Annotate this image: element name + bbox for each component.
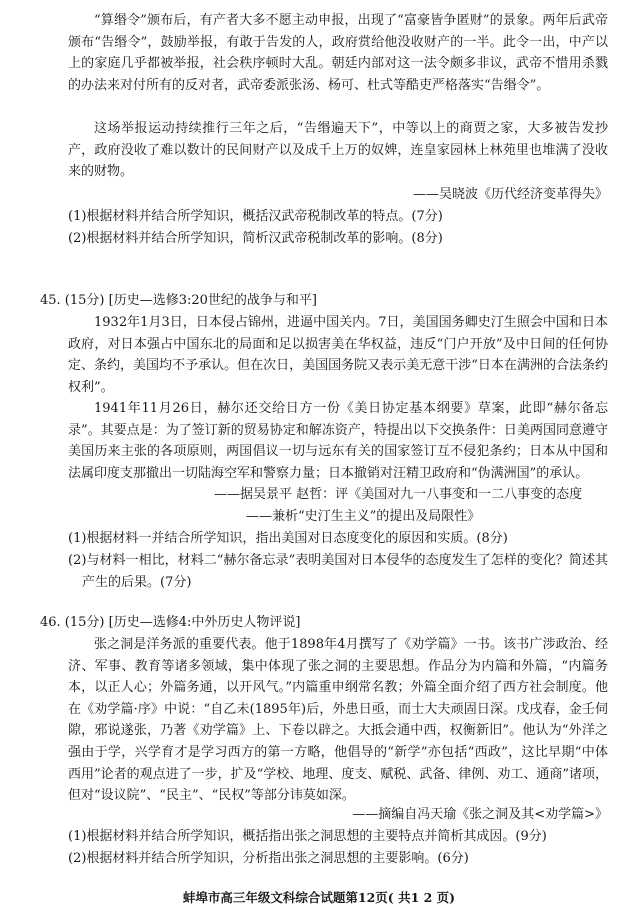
q44-subquestion-2: (2)根据材料并结合所学知识，简析汉武帝税制改革的影响。(8分) — [68, 231, 443, 246]
q46-subquestion-1: (1)根据材料并结合所学知识，概括指出张之洞思想的主要特点并简析其成因。(9分) — [68, 829, 547, 844]
q46-subquestion-2: (2)根据材料并结合所学知识，分析指出张之洞思想的主要影响。(6分) — [68, 851, 469, 866]
q45-source-line-1: ——据吴景平 赵哲：评《美国对九一八事变和一二八事变的态度 — [214, 487, 583, 502]
q46-header: 46. (15分) [历史—选修4:中外历史人物评说] — [40, 615, 301, 630]
q45-material-2: 1941年11月26日，赫尔还交给日方一份《美日协定基本纲要》草案，此即“赫尔备忘录”。其要点是：为了签订新的贸易协定和解冻资产，特提出以下交换条件：日美两国同意遵守美国历来主张的各项原则，两国倡议一切与远东有关的国家签订互不侵犯条约；日本从中国和法属印度支那撤出一切陆海空军和警察力量；日本撤销对汪精卫政府和“伪满洲国”的承认。 — [68, 401, 608, 481]
q45-material-1: 1932年1月3日，日本侵占锦州，进逼中国关内。7日，美国国务卿史汀生照会中国和日本政府，对日本强占中国东北的局面和足以损害美在华权益，违反“门户开放”及中日间的任何协定、条约，美国均不予承认。但在次日，美国国务院又表示美无意干涉“日本在满洲的合法条约权利”。 — [68, 315, 608, 395]
q44-subquestion-1: (1)根据材料并结合所学知识，概括汉武帝税制改革的特点。(7分) — [68, 209, 443, 224]
q46-material: 张之洞是洋务派的重要代表。他于1898年4月撰写了《劝学篇》一书。该书广涉政治、经济、军事、教育等诸多领域，集中体现了张之洞的主要思想。作品分为内篇和外篇，“内篇务本，以正人心；外篇务通，以开风气。”内篇重申纲常名教；外篇全面介绍了西方社会制度。他在《劝学篇·序》中说：“自乙未(1895年)后，外患日亟，而士大夫顽固日深。戊戌春，金壬伺隙，邪说遂张，乃著《劝学篇》上、下卷以辟之。大抵会通中西，权衡新旧”。他认为“外洋之强由于学，兴学育才是学习西方的第一方略，他倡导的“新学”亦包括“西政”，这比早期“中体西用”论者的观点进了一步，扩及“学校、地理、度支、赋税、武备、律例、劝工、通商”诸项，但对“设议院”、“民主”、“民权”等部分讳莫如深。 — [68, 637, 608, 804]
q44-material-paragraph-2: 这场举报运动持续推行三年之后，“告缗遍天下”，中等以上的商贾之家，大多被告发抄产，政府没收了难以数计的民间财产以及成千上万的奴婢，连皇家园林上林苑里也堆满了没收来的财物。 — [68, 121, 608, 180]
page-footer: 蚌埠市高三年级文科综合试题第12页( 共1 2 页) — [182, 890, 456, 905]
q45-source-line-2: ——兼析“史汀生主义”的提出及局限性》 — [246, 509, 481, 524]
q45-subquestion-2: (2)与材料一相比，材料二“赫尔备忘录”表明美国对日本侵华的态度发生了怎样的变化？简述其产生的后果。(7分) — [68, 553, 608, 590]
q45-subquestion-1: (1)根据材料一并结合所学知识，指出美国对日态度变化的原因和实质。(8分) — [68, 531, 508, 546]
q44-source: ——吴晓波《历代经济变革得失》 — [412, 187, 608, 202]
q46-source: ——摘编自冯天瑜《张之洞及其<劝学篇>》 — [352, 807, 608, 822]
q45-header: 45. (15分) [历史—选修3:20世纪的战争与和平] — [40, 293, 317, 308]
q44-material-paragraph-1: “算缗令”颁布后，有产者大多不愿主动申报，出现了“富豪皆争匿财”的景象。两年后武帝颁布“告缗令”，鼓励举报，有敢于告发的人，政府赏给他没收财产的一半。此令一出，中产以上的家庭几乎都被举报，社会秩序顿时大乱。朝廷内部对这一法令颇多非议，武帝不惜用杀戮的办法来对付所有的反对者，武帝委派张汤、杨可、杜式等酷吏严格落实“告缗令”。 — [68, 13, 608, 93]
